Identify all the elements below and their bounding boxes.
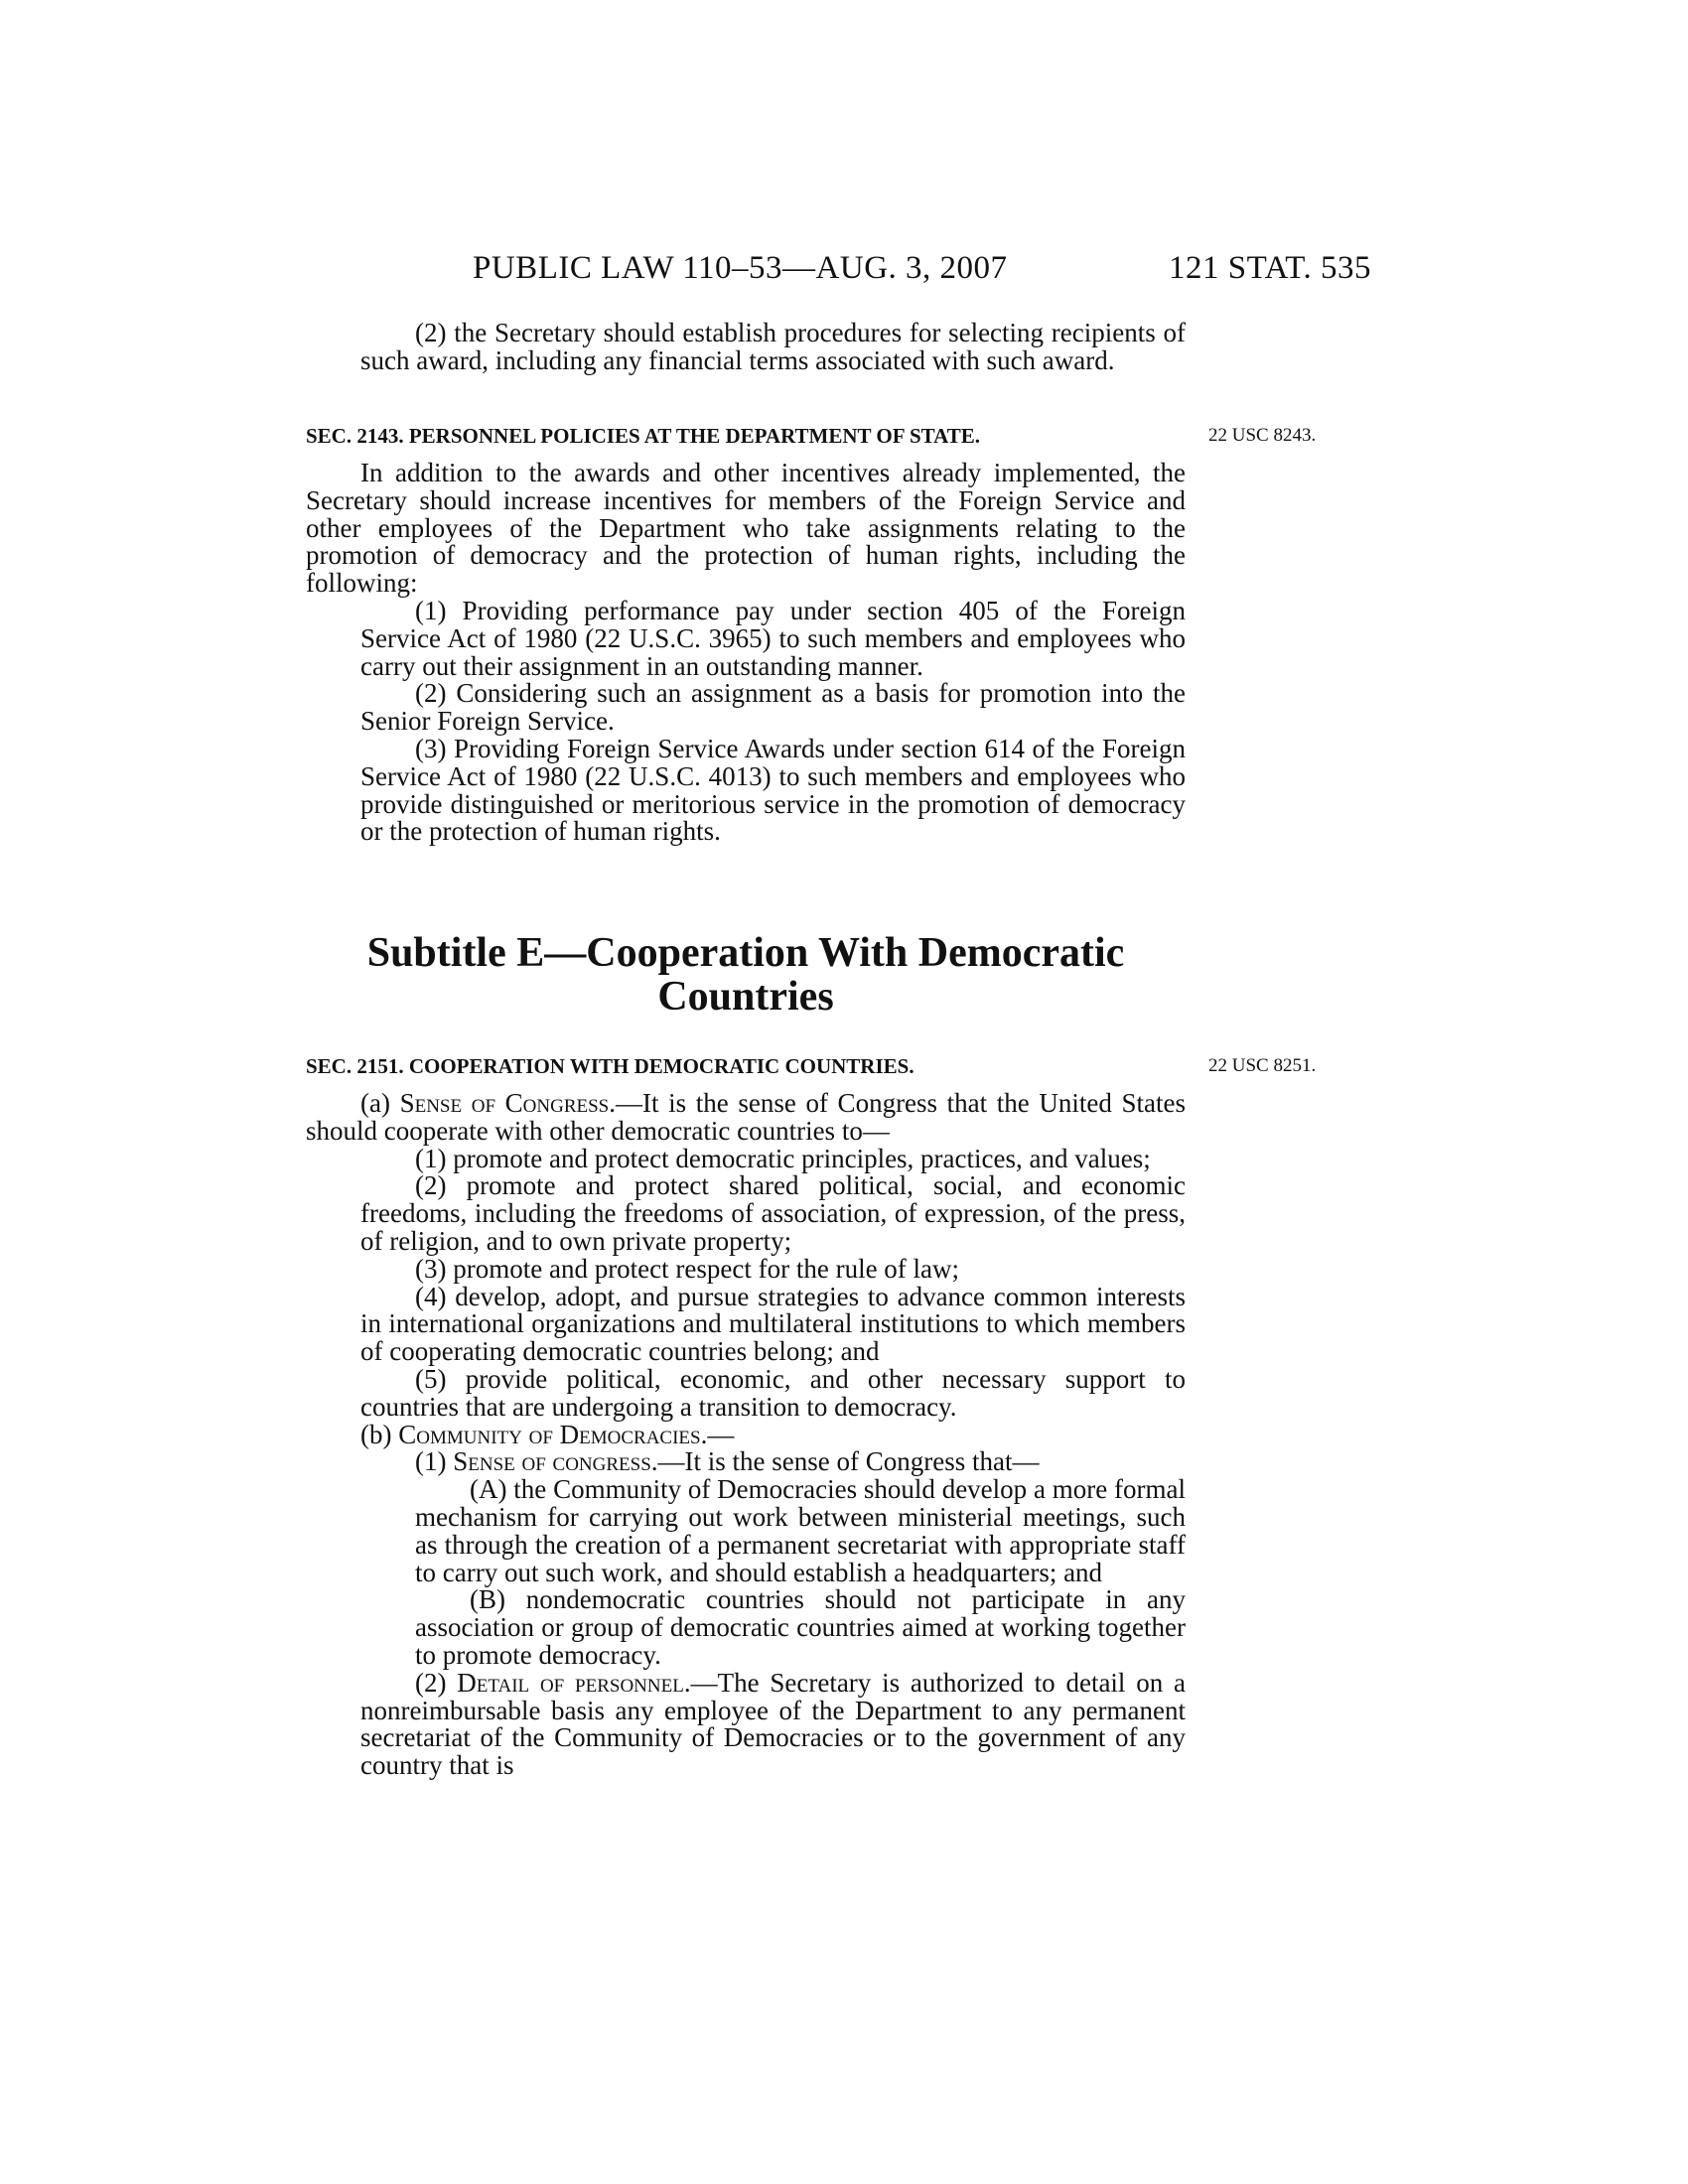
paragraph-b2-text: .—The Secretary is authorized to detail on a nonreimbursable basis any employee of the Department to any permanent secretariat of the Community of Democracies or to the government of any country that is	[360, 1667, 1187, 1781]
subtitle-line-1: Subtitle E—Cooperation With Democratic	[366, 930, 1125, 976]
subsection-a-item-3: (3) promote and protect respect for the rule of law;	[415, 1253, 960, 1284]
subsection-a-item-2: (2) promote and protect shared political, social, and economic freedoms, including the freedoms of association, of expression, of the press, of religion, and to own private property;	[360, 1170, 1186, 1256]
section-2151-heading: SEC. 2151. COOPERATION WITH DEMOCRATIC COUNTRIES.	[306, 1054, 914, 1078]
running-header-title: PUBLIC LAW 110–53—AUG. 3, 2007	[473, 250, 1008, 286]
paragraph-b1	[306, 1448, 1186, 1476]
paragraph-b2-label: (2)	[415, 1667, 458, 1698]
section-2143-body	[306, 460, 1186, 846]
subsection-b-dash: .—	[700, 1419, 735, 1449]
paragraph-b1-item-a: (A) the Community of Democracies should develop a more formal mechanism for carrying out work between ministerial meetings, such as through the creation of a permanent secretariat with appropriate staff to carry out such work, and should establish a headquarters; and	[415, 1474, 1186, 1587]
paragraph-b1-text: .—It is the sense of Congress that—	[650, 1446, 1040, 1477]
subsection-a-item-1: (1) promote and protect democratic principles, practices, and values;	[415, 1143, 1151, 1173]
subsection-a-item-5: (5) provide political, economic, and other necessary support to countries that are undergoing a transition to democracy.	[360, 1363, 1186, 1422]
section-2151-margin-note: 22 USC 8251.	[1208, 1055, 1317, 1076]
paragraph-b1-label: (1)	[415, 1446, 454, 1477]
paragraph-b2-title: Detail of personnel	[457, 1667, 684, 1698]
paragraph-b2	[306, 1667, 1187, 1781]
section-2143-item-2: (2) Considering such an assignment as a basis for promotion into the Senior Foreign Service.	[360, 678, 1186, 737]
subsection-a-label: (a)	[360, 1088, 400, 1118]
paragraph-b1-item-b: (B) nondemocratic countries should not participate in any association or group of democratic countries aimed at working together to promote democracy.	[415, 1584, 1186, 1670]
section-2143-heading: SEC. 2143. PERSONNEL POLICIES AT THE DEPARTMENT OF STATE.	[306, 424, 981, 448]
section-2143-margin-note: 22 USC 8243.	[1208, 425, 1317, 446]
subsection-b	[306, 1419, 1186, 1449]
subsection-a-item-4: (4) develop, adopt, and pursue strategies to advance common interests in international organizations and multilateral institutions to which members of cooperating democratic countries belong; and	[360, 1281, 1186, 1367]
subsection-a-title: Sense of Congress	[399, 1088, 610, 1118]
section-2143-intro: In addition to the awards and other incentives already implemented, the Secretary should increase incentives for members of the Foreign Service and other employees of the Department who take assignments relating to the promotion of democracy and the protection of human rights, including the following:	[306, 458, 1186, 599]
page-stat-number: 121 STAT. 535	[1169, 250, 1372, 286]
subsection-a-text: .—It is the sense of Congress that the United States should cooperate with other democratic countries to—	[306, 1088, 1186, 1146]
section-2143-item-3: (3) Providing Foreign Service Awards under section 614 of the Foreign Service Act of 1980 (22 U.S.C. 4013) to such members and employees who provide distinguished or meritorious service in the promotion of democracy or the protection of human rights.	[360, 733, 1186, 847]
continuation-item-2: (2) the Secretary should establish procedures for selecting recipients of such award, including any financial terms associated with such award.	[360, 318, 1186, 375]
paragraph-b1-title: Sense of congress	[453, 1446, 651, 1477]
subsection-b-label: (b)	[360, 1419, 399, 1449]
section-2151-body	[306, 1090, 1186, 1780]
continuation-block	[306, 320, 1186, 375]
subsection-b-title: Community of Democracies	[398, 1419, 701, 1449]
section-2143-item-1: (1) Providing performance pay under section 405 of the Foreign Service Act of 1980 (22 U.S.C. 3965) to such members and employees who carry out their assignment in an outstanding manner.	[360, 595, 1186, 681]
subtitle-line-2: Countries	[657, 974, 834, 1020]
subsection-a	[306, 1090, 1186, 1146]
subtitle-e-heading	[306, 931, 1186, 1019]
